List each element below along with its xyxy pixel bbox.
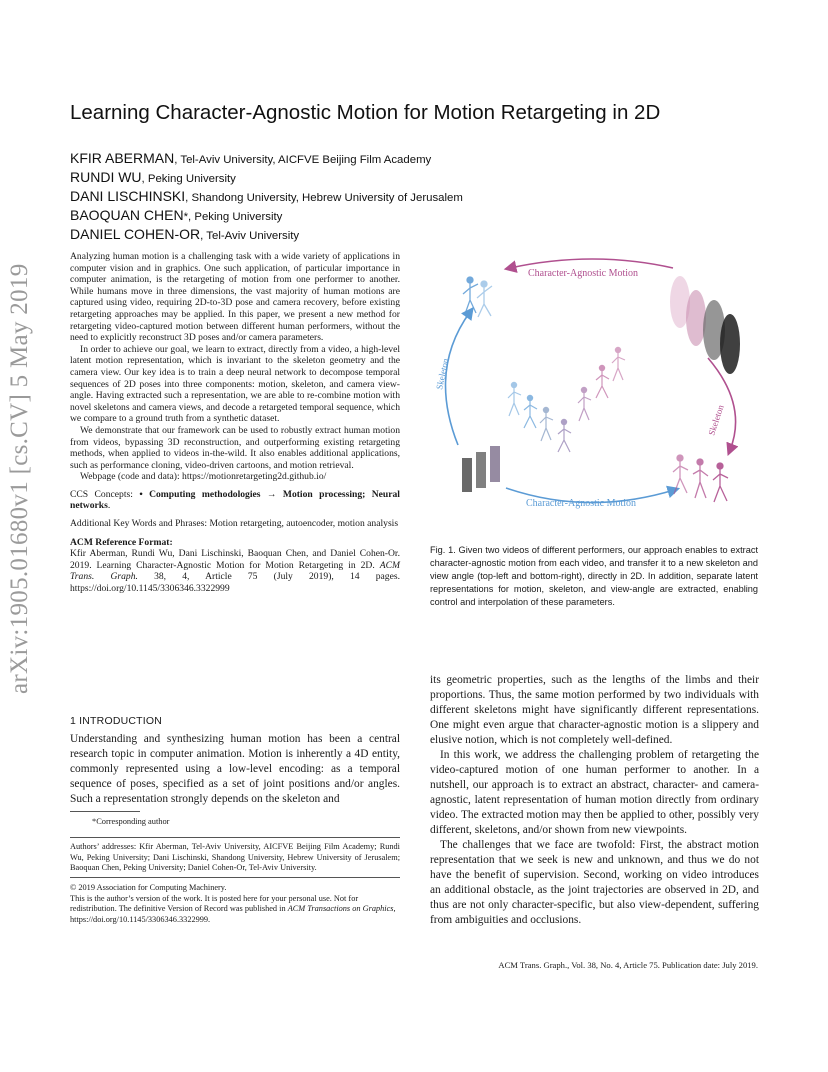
author-name: RUNDI WU [70,169,142,185]
section-heading: 1 INTRODUCTION [70,715,163,727]
performer-video-frames-bottom-left [462,446,500,492]
copyright-doi: , https://doi.org/10.1145/3306346.3322999. [70,904,396,924]
abstract-paragraph: We demonstrate that our framework can be used to robustly extract human motion from videos, bypassing 3D reconstruction, and outperforming existing retargeting methods, when applied to videos in-the-wild. It also enables additional applications, such as performance cloning, video-driven cartoons, and motion retrieval. [70,424,400,471]
acm-reference [70,548,400,594]
footnote: *Corresponding author [92,817,170,826]
author-name: DANI LISCHINSKI [70,188,186,204]
dancer-video-frames-top-right [670,276,740,374]
bottom-arc-label: Character-Agnostic Motion [526,498,637,509]
figure-caption: Fig. 1. Given two videos of different performers, our approach enables to extract character-agnostic motion from each video, and transfer it to a new skeleton and view angle (top-left and bottom-right), directly in 2D. In addition, separate latent representations for motion, skeleton, and view-angle are extracted, enabling control and interpolation of these parameters. [430,545,758,607]
abstract-paragraph: In order to achieve our goal, we learn to extract, directly from a video, a high-level latent motion representation, which is invariant to the skeleton geometry and the camera view. Our key idea is to train a deep neural network to decompose temporal sequences of 2D poses into three components: motion, skeleton, and camera view-angle. Having extracted such a representation, we are able to re-combine motion with novel skeletons and camera views, and decode a retargeted temporal sequence, which we compare to a ground truth from a synthetic dataset. [70,343,400,425]
copyright-text [70,894,400,926]
author-line [70,207,282,223]
author-affiliation: *, Peking University [183,211,283,223]
body-paragraph: The challenges that we face are twofold: First, the abstract motion representation that we seek is new and unknown, and thus we do not have the benefit of supervision. Second, working on video introduces an additional obstacle, as the joint trajectories are observed in 2D, and thus are not only character-specific, but also view-dependent, suffering from ambiguities and occlusions. [430,839,759,926]
teaser-figure [418,240,758,540]
keywords: Additional Key Words and Phrases: Motion retargeting, autoencoder, motion analysis [70,518,399,530]
author-line [70,226,299,242]
acm-ref-text: 38, 4, Article 75 (July 2019), 14 pages. https://doi.org/10.1145/3306346.3322999 [70,571,400,595]
ccs-label: CCS Concepts: [70,488,140,500]
paper-title: Learning Character-Agnostic Motion for Motion Retargeting in 2D [70,101,661,124]
top-arc-label: Character-Agnostic Motion [528,268,639,279]
right-arc-label: Skeleton [706,403,726,437]
divider [70,877,400,878]
right-column [430,673,759,928]
author-name: BAOQUAN CHEN [70,207,184,223]
acm-ref-heading: ACM Reference Format: [70,536,173,548]
left-arc-label: Skeleton [434,357,451,391]
author-name: KFIR ABERMAN [70,150,175,166]
copyright-body: This is the author’s version of the work. It is posted here for your personal use. Not for redistribution. The definitive Version of Record was published in [70,893,359,914]
author-affiliation: , Tel-Aviv University [200,230,300,242]
abstract-paragraph: Analyzing human motion is a challenging task with a wide variety of applications in computer vision and in graphics. One such application, of particular importance in computer animation, is the retargeting of motion from one performer to another. While humans move in three dimensions, the vast majority of human motions are captured using video, requiring 2D-to-3D pose and camera recovery, before existing retargeting approaches may be applied. In this paper, we present a new method for retargeting video-captured motion between different human performers, without the need to explicitly reconstruct 3D poses and/or camera parameters. [70,251,400,344]
ccs-concepts [70,489,400,512]
divider [70,837,400,838]
author-addresses: Authors’ addresses: Kfir Aberman, Tel-Aviv University, AICFVE Beijing Film Academy; Rundi Wu, Peking University; Dani Lischinski, Shandong University, Hebrew University of Jerusalem; Baoquan Chen, Peking University; Daniel Cohen-Or, Tel-Aviv University. [70,842,400,873]
author-line [70,169,236,185]
skeleton-group-top-left [463,277,492,317]
skeleton-chain-center [508,347,625,452]
page-footer: ACM Trans. Graph., Vol. 38, No. 4, Article 75. Publication date: July 2019. [498,960,758,970]
author-affiliation: , Tel-Aviv University, AICFVE Beijing Film Academy [174,154,432,166]
ccs-terms: • Computing methodologies → Motion processing; Neural networks [70,488,400,512]
arxiv-sidebar-stamp: arXiv:1905.01680v1 [cs.CV] 5 May 2019 [6,263,33,694]
footnote-rule [70,811,140,812]
acm-ref-text: Kfir Aberman, Rundi Wu, Dani Lischinski, Baoquan Chen, and Daniel Cohen-Or. 2019. Learning Character-Agnostic Motion for Motion Retargeting in 2D. [70,548,400,571]
intro-paragraph: Understanding and synthesizing human motion has been a central research topic in computer animation. Motion is inherently a 4D entity, commonly represented using a low-level encoding: as a temporal sequence of poses, specified as a set of joint positions and/or angles. Such a representation strongly depends on the skeleton and [70,733,400,805]
copyright-line: © 2019 Association for Computing Machinery. [70,883,227,892]
body-paragraph: In this work, we address the challenging problem of retargeting the video-captured motion of one human performer to another. In a nutshell, our approach is to extract an abstract, character- and camera-agnostic, latent representation of human motion directly from ordinary video. The extracted motion may then be applied to other, possibly very different, skeletons, and/or shown from new viewpoints. [430,749,759,836]
author-affiliation: , Peking University [141,173,236,185]
author-line [70,150,431,166]
copyright-journal: ACM Transactions on Graphics [287,904,394,914]
top-arc-arrow [510,259,673,268]
ccs-end: . [107,500,111,512]
webpage-link[interactable]: Webpage (code and data): https://motionretargeting2d.github.io/ [80,471,327,483]
copyright-notice [70,883,400,925]
left-column [70,251,400,595]
author-affiliation: , Shandong University, Hebrew University of Jerusalem [185,192,463,204]
author-name: DANIEL COHEN-OR [70,226,201,242]
skeleton-group-bottom-right [673,455,728,502]
acm-ref-journal: ACM Trans. Graph. [70,559,400,583]
body-paragraph: its geometric properties, such as the lengths of the limbs and their proportions. Thus, the same motion performed by two individuals with different skeletons might have significantly different representations. One might even argue that character-agnostic motion is a slippery and elusive notion, which is not completely well-defined. [430,674,759,746]
author-line [70,188,463,204]
left-arc-arrow [446,312,471,445]
